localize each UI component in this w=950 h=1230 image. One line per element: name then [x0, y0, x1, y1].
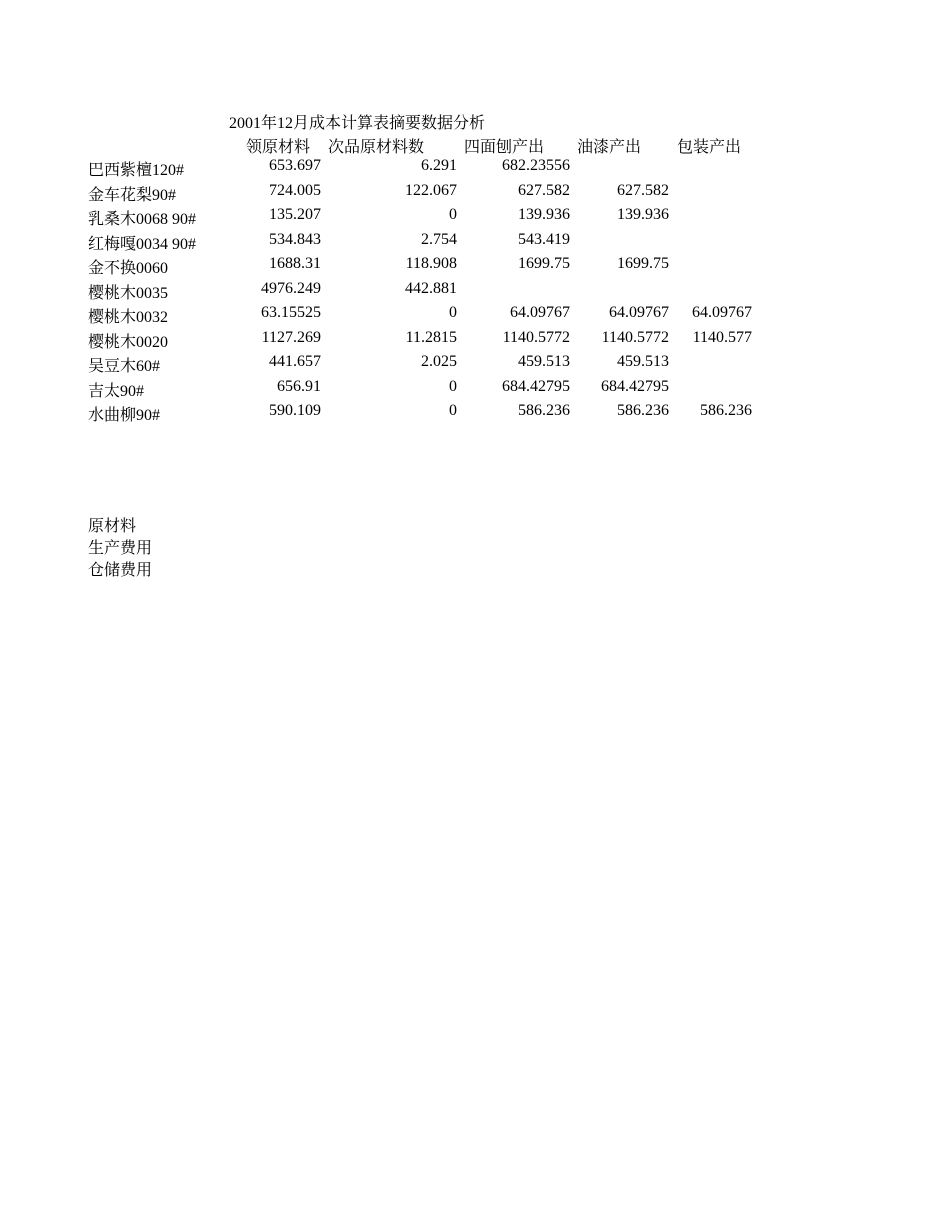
- value-defect-material: 11.2815: [405, 328, 457, 346]
- value-paint-output: 139.936: [617, 206, 669, 223]
- header-raw-material: 领原材料: [246, 139, 311, 156]
- table-row: [0, 378, 950, 402]
- header-paint-output: 油漆产出: [577, 139, 642, 156]
- table-row: [0, 402, 950, 426]
- value-raw-material: 135.207: [269, 206, 321, 223]
- row-label: 水曲柳90#: [88, 407, 161, 424]
- value-defect-material: 442.881: [405, 279, 457, 297]
- value-paint-output: 1140.5772: [601, 328, 669, 346]
- header-planer-output: 四面刨产出: [464, 139, 545, 156]
- table-row: [0, 157, 950, 181]
- row-label: 红梅嘎0034 90#: [88, 235, 197, 253]
- note-raw-material: 原材料: [88, 518, 137, 535]
- value-raw-material: 63.15525: [261, 304, 321, 321]
- row-label: 樱桃木0032: [88, 309, 169, 326]
- value-defect-material: 2.025: [421, 353, 457, 370]
- value-paint-output: 586.236: [617, 402, 669, 419]
- value-raw-material: 534.843: [269, 230, 321, 248]
- value-planer-output: 64.09767: [510, 304, 570, 321]
- row-label: 樱桃木0020: [88, 333, 169, 351]
- row-label: 金车花梨90#: [88, 186, 177, 204]
- value-package-output: 64.09767: [692, 304, 752, 321]
- table-row: [0, 353, 950, 377]
- value-paint-output: 459.513: [617, 353, 669, 370]
- value-raw-material: 656.91: [277, 377, 321, 395]
- value-planer-output: 627.582: [518, 181, 570, 199]
- header-package-output: 包装产出: [677, 139, 742, 156]
- value-defect-material: 6.291: [421, 157, 457, 174]
- table-row: [0, 206, 950, 230]
- value-package-output: 1140.577: [692, 328, 752, 346]
- value-raw-material: 653.697: [269, 157, 321, 174]
- value-planer-output: 459.513: [518, 353, 570, 370]
- row-label: 乳桑木0068 90#: [88, 211, 197, 228]
- value-paint-output: 627.582: [617, 181, 669, 199]
- note-storage-cost: 仓储费用: [88, 562, 153, 579]
- table-row: [0, 182, 950, 206]
- value-raw-material: 1688.31: [269, 255, 321, 272]
- note-production-cost: 生产费用: [88, 540, 153, 557]
- value-paint-output: 1699.75: [617, 255, 669, 272]
- value-planer-output: 1140.5772: [502, 328, 570, 346]
- value-planer-output: 139.936: [518, 206, 570, 223]
- value-paint-output: 684.42795: [601, 377, 669, 395]
- value-raw-material: 1127.269: [261, 328, 321, 346]
- value-defect-material: 0: [449, 402, 457, 419]
- row-label: 樱桃木0035: [88, 284, 169, 302]
- value-defect-material: 2.754: [421, 230, 457, 248]
- value-defect-material: 0: [449, 377, 457, 395]
- value-planer-output: 1699.75: [518, 255, 570, 272]
- value-defect-material: 0: [449, 304, 457, 321]
- sheet-title: 2001年12月成本计算表摘要数据分析: [229, 115, 486, 132]
- header-defect-material: 次品原材料数: [328, 139, 425, 156]
- value-defect-material: 118.908: [405, 255, 457, 272]
- value-planer-output: 586.236: [518, 402, 570, 419]
- table-row: [0, 304, 950, 328]
- value-raw-material: 724.005: [269, 181, 321, 199]
- value-planer-output: 543.419: [518, 230, 570, 248]
- value-paint-output: 64.09767: [609, 304, 669, 321]
- row-label: 吴豆木60#: [88, 358, 161, 375]
- value-raw-material: 4976.249: [261, 279, 321, 297]
- value-defect-material: 122.067: [405, 181, 457, 199]
- value-raw-material: 590.109: [269, 402, 321, 419]
- table-row: [0, 329, 950, 353]
- table-row: [0, 280, 950, 304]
- row-label: 吉太90#: [88, 382, 145, 400]
- table-row: [0, 231, 950, 255]
- row-label: 金不换0060: [88, 260, 169, 277]
- value-package-output: 586.236: [700, 402, 752, 419]
- value-planer-output: 684.42795: [502, 377, 570, 395]
- value-planer-output: 682.23556: [502, 157, 570, 174]
- value-defect-material: 0: [449, 206, 457, 223]
- row-label: 巴西紫檀120#: [88, 162, 185, 179]
- value-raw-material: 441.657: [269, 353, 321, 370]
- table-row: [0, 255, 950, 279]
